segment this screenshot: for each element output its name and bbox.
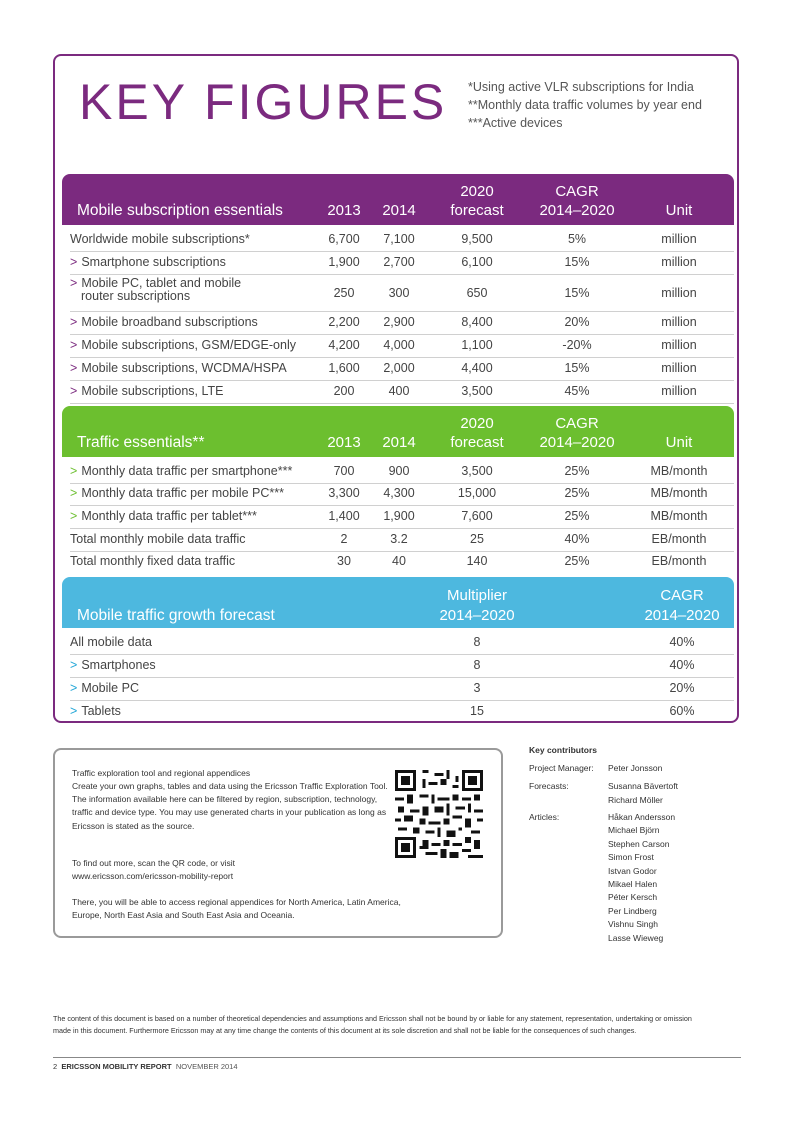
- header-unit: Unit: [665, 202, 693, 219]
- value-cagr: 45%: [564, 384, 590, 398]
- value-2014: 40: [392, 554, 406, 568]
- row-name: Monthly data traffic per tablet***: [81, 509, 257, 523]
- row-name: Smartphone subscriptions: [81, 255, 226, 269]
- project-manager-name: Peter Jonsson: [608, 763, 663, 773]
- row-label: [70, 554, 235, 568]
- chevron-right-icon: >: [70, 338, 78, 352]
- chevron-right-icon: >: [70, 486, 78, 500]
- value-2014: 7,100: [383, 232, 415, 246]
- value-unit: million: [661, 255, 697, 269]
- row-name: Monthly data traffic per mobile PC***: [81, 486, 284, 500]
- row-label: [70, 532, 246, 546]
- value-2013: 700: [333, 464, 355, 478]
- header-2014: 2014: [382, 202, 416, 219]
- value-2013: 200: [333, 384, 355, 398]
- header-forecast: forecast: [450, 434, 504, 451]
- header-forecast-year: 2020: [460, 183, 494, 200]
- footer-divider: [53, 1057, 741, 1058]
- header-multiplier-range: 2014–2020: [439, 607, 515, 624]
- value-2020: 8,400: [461, 315, 493, 329]
- articles-label: Articles:: [529, 812, 560, 822]
- header-2013: 2013: [327, 202, 361, 219]
- table-row: [70, 632, 734, 655]
- row-name: All mobile data: [70, 635, 152, 649]
- table-row: [70, 506, 734, 529]
- table-row: [70, 461, 734, 484]
- page-footer: [53, 1062, 238, 1071]
- value-2013: 1,900: [328, 255, 360, 269]
- value-multiplier: 8: [473, 635, 481, 649]
- report-date: NOVEMBER 2014: [175, 1062, 238, 1071]
- forecasts-name: Susanna Bävertoft: [608, 781, 678, 791]
- value-2013: 3,300: [328, 486, 360, 500]
- value-2020: 25: [470, 532, 484, 546]
- header-multiplier: Multiplier: [446, 587, 507, 604]
- value-2013: 2,200: [328, 315, 360, 329]
- article-author: Péter Kersch: [608, 892, 658, 903]
- value-cagr: 40%: [564, 532, 590, 546]
- traffic-table-header: [62, 406, 734, 457]
- article-author: Simon Frost: [608, 852, 654, 863]
- value-unit: million: [661, 384, 697, 398]
- header-2013: 2013: [327, 434, 361, 451]
- header-cagr: CAGR: [555, 415, 599, 432]
- value-2014: 3.2: [390, 532, 408, 546]
- info-link[interactable]: www.ericsson.com/ericsson-mobility-report: [72, 871, 234, 881]
- row-label: [70, 361, 287, 375]
- header-cagr-range: 2014–2020: [539, 434, 615, 451]
- chevron-right-icon: >: [70, 361, 78, 375]
- subscription-table-header: [62, 174, 734, 225]
- value-cagr: 40%: [669, 658, 695, 672]
- row-label: [70, 255, 226, 269]
- growth-table-header: [62, 577, 734, 628]
- value-2020: 7,600: [461, 509, 493, 523]
- value-cagr: 25%: [564, 464, 590, 478]
- value-unit: MB/month: [650, 486, 708, 500]
- row-label: [70, 315, 258, 329]
- row-name: Mobile PC: [81, 681, 139, 695]
- article-author: Per Lindberg: [608, 905, 657, 916]
- header-2014: 2014: [382, 434, 416, 451]
- table-row: [70, 483, 734, 506]
- value-cagr: -20%: [562, 338, 592, 352]
- value-cagr: 25%: [564, 486, 590, 500]
- article-author: Håkan Andersson: [608, 812, 676, 822]
- row-label: [70, 704, 121, 718]
- chevron-right-icon: >: [70, 315, 78, 329]
- value-unit: million: [661, 286, 697, 300]
- key-figures-panel: [53, 54, 739, 723]
- value-2013: 250: [333, 286, 355, 300]
- footnotes: [468, 78, 702, 132]
- table-row: [70, 551, 734, 573]
- footnote: **Monthly data traffic volumes by year end: [468, 98, 702, 112]
- header-cagr-range: 2014–2020: [539, 202, 615, 219]
- value-2014: 1,900: [383, 509, 415, 523]
- value-2013: 1,400: [328, 509, 360, 523]
- value-cagr: 20%: [564, 315, 590, 329]
- article-author: Michael Björn: [608, 825, 660, 836]
- chevron-right-icon: >: [70, 464, 78, 478]
- row-label: [70, 338, 296, 352]
- value-multiplier: 15: [470, 704, 484, 718]
- article-author: Vishnu Singh: [608, 919, 658, 930]
- table-row: [70, 655, 734, 678]
- traffic-exploration-info-box: [53, 748, 503, 938]
- value-unit: MB/month: [650, 509, 708, 523]
- row-label: [70, 486, 284, 500]
- value-2020: 3,500: [461, 464, 493, 478]
- info-heading: Traffic exploration tool and regional appendices: [72, 768, 251, 778]
- header-unit: Unit: [665, 434, 693, 451]
- disclaimer: The content of this document is based on a number of theoretical dependencies and assumptions and Ericsson shall not be bound by or liable for any statement, representation, undertaking or omission made in this document. Furthermore Ericsson may at any time change the contents of this document at its sole discretion and shall not be liable for the consequences of such changes.: [53, 1014, 692, 1035]
- row-label: [70, 232, 250, 246]
- article-author: Lasse Wieweg: [608, 932, 664, 943]
- article-author: Stephen Carson: [608, 838, 670, 849]
- value-cagr: 60%: [669, 704, 695, 718]
- header-label: Traffic essentials**: [77, 434, 205, 451]
- value-2020: 1,100: [461, 338, 493, 352]
- value-2013: 2: [340, 532, 348, 546]
- header-forecast-year: 2020: [460, 415, 494, 432]
- row-name: Total monthly mobile data traffic: [70, 532, 246, 546]
- info-appendix-text: There, you will be able to access regional appendices for North America, Latin America, Europe, North East Asia and South East Asia and Oceania.: [72, 897, 401, 921]
- value-2013: 6,700: [328, 232, 360, 246]
- value-unit: million: [661, 232, 697, 246]
- table-row: [70, 229, 734, 252]
- row-name: Mobile subscriptions, GSM/EDGE-only: [81, 338, 296, 352]
- table-row: [70, 312, 734, 335]
- row-label: [70, 635, 152, 649]
- chevron-right-icon: >: [70, 255, 78, 269]
- header-cagr: CAGR: [555, 183, 599, 200]
- value-unit: million: [661, 338, 697, 352]
- row-name: Mobile PC, tablet and mobile: [81, 276, 242, 290]
- value-2014: 4,000: [383, 338, 415, 352]
- value-2020: 3,500: [461, 384, 493, 398]
- table-row: [70, 381, 734, 404]
- row-name: Mobile broadband subscriptions: [81, 315, 258, 329]
- chevron-right-icon: >: [70, 681, 78, 695]
- value-2014: 900: [388, 464, 410, 478]
- value-multiplier: 8: [473, 658, 481, 672]
- value-2014: 2,700: [383, 255, 415, 269]
- chevron-right-icon: >: [70, 384, 78, 398]
- chevron-right-icon: >: [70, 276, 78, 290]
- value-2013: 30: [337, 554, 351, 568]
- footnote: *Using active VLR subscriptions for India: [468, 80, 694, 94]
- value-2014: 2,000: [383, 361, 415, 375]
- header-cagr-range: 2014–2020: [644, 607, 720, 624]
- value-2020: 9,500: [461, 232, 493, 246]
- qr-code[interactable]: [395, 770, 483, 858]
- value-2020: 15,000: [457, 486, 497, 500]
- value-unit: million: [661, 315, 697, 329]
- row-name: Worldwide mobile subscriptions*: [70, 232, 250, 246]
- header-label: Mobile subscription essentials: [77, 202, 283, 219]
- value-multiplier: 3: [473, 681, 481, 695]
- header-label: Mobile traffic growth forecast: [77, 607, 275, 624]
- page-title: KEY FIGURES: [79, 74, 448, 130]
- value-unit: EB/month: [651, 532, 707, 546]
- table-row: [70, 252, 734, 275]
- row-label: [70, 384, 224, 398]
- value-cagr: 15%: [564, 361, 590, 375]
- article-author: Istvan Godor: [608, 865, 657, 876]
- row-label: [70, 276, 241, 302]
- row-name-line2: router subscriptions: [81, 289, 191, 303]
- table-row: [70, 529, 734, 552]
- value-2020: 650: [466, 286, 488, 300]
- footnote: ***Active devices: [468, 116, 563, 130]
- row-name: Monthly data traffic per smartphone***: [81, 464, 293, 478]
- value-cagr: 25%: [564, 554, 590, 568]
- value-cagr: 15%: [564, 255, 590, 269]
- value-cagr: 5%: [567, 232, 587, 246]
- row-label: [70, 464, 292, 478]
- row-label: [70, 658, 156, 672]
- value-2013: 1,600: [328, 361, 360, 375]
- value-cagr: 25%: [564, 509, 590, 523]
- row-name: Smartphones: [81, 658, 156, 672]
- table-row: [70, 335, 734, 358]
- value-cagr: 15%: [564, 286, 590, 300]
- contributors-heading: Key contributors: [529, 745, 598, 755]
- info-scan-text: To find out more, scan the QR code, or visit: [72, 858, 235, 868]
- forecasts-name: Richard Möller: [608, 794, 663, 805]
- value-cagr: 40%: [669, 635, 695, 649]
- forecasts-label: Forecasts:: [529, 781, 569, 791]
- article-author: Mikael Halen: [608, 879, 658, 889]
- chevron-right-icon: >: [70, 658, 78, 672]
- row-label: [70, 681, 139, 695]
- table-row: [70, 701, 734, 723]
- table-row: [70, 358, 734, 381]
- value-2014: 300: [388, 286, 410, 300]
- report-title: ERICSSON MOBILITY REPORT: [61, 1062, 172, 1071]
- row-name: Total monthly fixed data traffic: [70, 554, 236, 568]
- header-cagr: CAGR: [660, 587, 704, 604]
- value-2014: 400: [388, 384, 410, 398]
- value-2014: 4,300: [383, 486, 415, 500]
- table-row: [70, 275, 734, 312]
- page-number: 2: [53, 1062, 58, 1071]
- table-row: [70, 678, 734, 701]
- row-name: Mobile subscriptions, LTE: [81, 384, 224, 398]
- project-manager-label: Project Manager:: [529, 763, 594, 773]
- row-name: Mobile subscriptions, WCDMA/HSPA: [81, 361, 287, 375]
- value-2020: 6,100: [461, 255, 493, 269]
- info-paragraph: Create your own graphs, tables and data using the Ericsson Traffic Exploration Tool. The information available here can be filtered by region, subscription, technology, traffic and device type. You may use generated charts in your publication as long as Ericsson is stated as the source.: [72, 781, 388, 831]
- value-unit: million: [661, 361, 697, 375]
- row-label: [70, 509, 257, 523]
- value-unit: EB/month: [651, 554, 707, 568]
- chevron-right-icon: >: [70, 509, 78, 523]
- value-2020: 140: [466, 554, 488, 568]
- row-name: Tablets: [81, 704, 121, 718]
- header-forecast: forecast: [450, 202, 504, 219]
- value-2013: 4,200: [328, 338, 360, 352]
- value-2020: 4,400: [461, 361, 493, 375]
- value-unit: MB/month: [650, 464, 708, 478]
- value-cagr: 20%: [669, 681, 695, 695]
- chevron-right-icon: >: [70, 704, 78, 718]
- value-2014: 2,900: [383, 315, 415, 329]
